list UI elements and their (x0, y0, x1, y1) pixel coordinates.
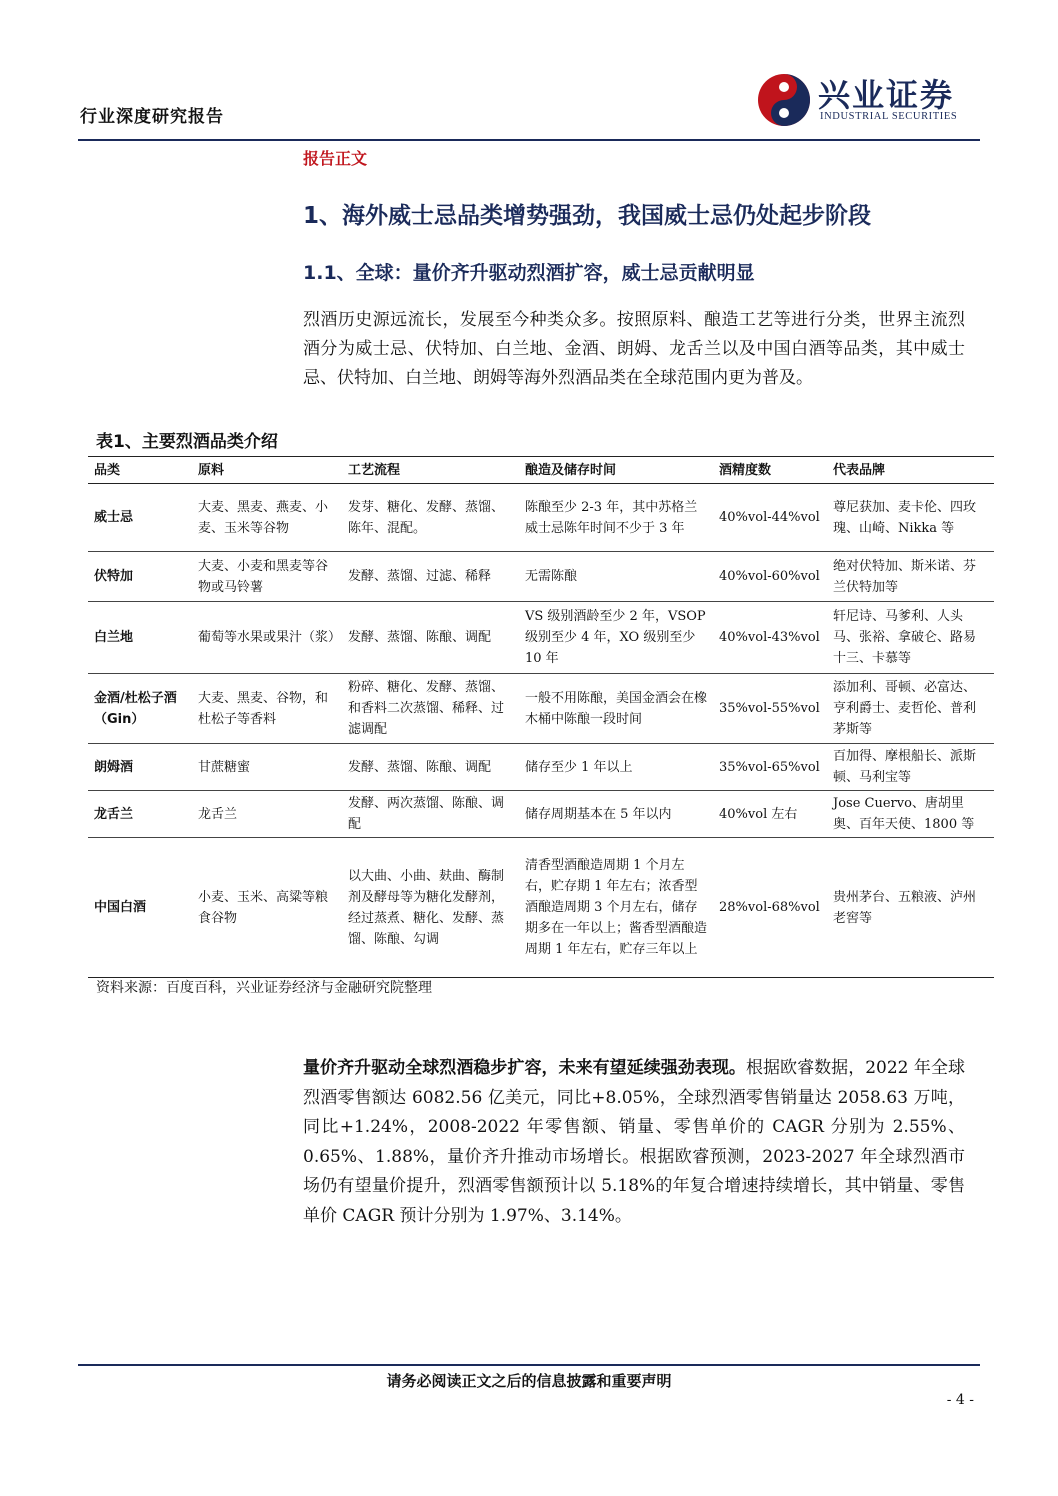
header-abv: 酒精度数 (713, 457, 827, 484)
cell-material: 大麦、黑麦、谷物，和杜松子等香料 (192, 674, 342, 744)
table-row (88, 744, 994, 791)
cell-material: 葡萄等水果或果汁（浆） (192, 602, 342, 674)
table-row (88, 674, 994, 744)
table-caption: 表1、主要烈酒品类介绍 (96, 432, 278, 452)
table-header-row (88, 457, 994, 484)
header-category: 品类 (88, 457, 192, 484)
cell-material: 大麦、黑麦、燕麦、小麦、玉米等谷物 (192, 484, 342, 552)
cell-process: 以大曲、小曲、麸曲、酶制剂及酵母等为糖化发酵剂，经过蒸煮、糖化、发酵、蒸馏、陈酿、勾调 (342, 838, 519, 978)
cell-aging: 储存周期基本在 5 年以内 (519, 791, 713, 838)
table-row (88, 838, 994, 978)
cell-aging: VS 级别酒龄至少 2 年，VSOP 级别至少 4 年，XO 级别至少 10 年 (519, 602, 713, 674)
cell-category: 龙舌兰 (88, 791, 192, 838)
table-row (88, 484, 994, 552)
header-process: 工艺流程 (342, 457, 519, 484)
company-logo (756, 70, 976, 130)
paragraph-lead: 量价齐升驱动全球烈酒稳步扩容，未来有望延续强劲表现。 (303, 1058, 746, 1078)
page-number: - 4 - (946, 1392, 974, 1408)
cell-material: 大麦、小麦和黑麦等谷物或马铃薯 (192, 552, 342, 602)
cell-category: 威士忌 (88, 484, 192, 552)
cell-brands: 贵州茅台、五粮液、泸州老窖等 (827, 838, 994, 978)
header-divider (78, 139, 980, 141)
header-brands: 代表品牌 (827, 457, 994, 484)
cell-brands: 绝对伏特加、斯米诺、芬兰伏特加等 (827, 552, 994, 602)
table-row (88, 552, 994, 602)
cell-process: 发酵、蒸馏、陈酿、调配 (342, 602, 519, 674)
cell-category: 中国白酒 (88, 838, 192, 978)
section-label: 报告正文 (303, 149, 368, 168)
cell-abv: 28%vol-68%vol (713, 838, 827, 978)
cell-category: 白兰地 (88, 602, 192, 674)
cell-aging: 无需陈酿 (519, 552, 713, 602)
footer-divider (78, 1364, 980, 1366)
cell-brands: 轩尼诗、马爹利、人头马、张裕、拿破仑、路易十三、卡慕等 (827, 602, 994, 674)
logo-mark-icon (756, 72, 812, 128)
logo-text-en: INDUSTRIAL SECURITIES (820, 111, 958, 122)
disclaimer-note: 请务必阅读正文之后的信息披露和重要声明 (386, 1372, 672, 1390)
cell-abv: 40%vol 左右 (713, 791, 827, 838)
table-row (88, 602, 994, 674)
cell-category: 朗姆酒 (88, 744, 192, 791)
cell-process: 发酵、蒸馏、陈酿、调配 (342, 744, 519, 791)
table-row (88, 791, 994, 838)
intro-paragraph: 烈酒历史源远流长，发展至今种类众多。按照原料、酿造工艺等进行分类，世界主流烈酒分为威士忌、伏特加、白兰地、金酒、朗姆、龙舌兰以及中国白酒等品类，其中威士忌、伏特加、白兰地、朗姆等海外烈酒品类在全球范围内更为普及。 (303, 310, 965, 388)
cell-material: 龙舌兰 (192, 791, 342, 838)
header-aging: 酿造及储存时间 (519, 457, 713, 484)
paragraph-body: 根据欧睿数据，2022 年全球烈酒零售额达 6082.56 亿美元，同比+8.05%，全球烈酒零售销量达 2058.63 万吨，同比+1.24%，2008-2022 年零售额、销量、零售单价的 CAGR 分别为 2.55%、0.65%、1.88%，量价齐升推动市场增长。根据欧睿预测，2023-2027 年全球烈酒市场仍有望量价提升，烈酒零售额预计以 5.18%的年复合增速持续增长，其中销量、零售单价 CAGR 预计分别为 1.97%、3.14%。 (303, 1058, 966, 1226)
cell-process: 发芽、糖化、发酵、蒸馏、陈年、混配。 (342, 484, 519, 552)
heading-2: 1.1、全球：量价齐升驱动烈酒扩容，威士忌贡献明显 (303, 262, 755, 284)
cell-abv: 35%vol-55%vol (713, 674, 827, 744)
cell-brands: 百加得、摩根船长、派斯顿、马利宝等 (827, 744, 994, 791)
cell-aging: 清香型酒酿造周期 1 个月左右，贮存期 1 年左右；浓香型酒酿造周期 3 个月左右，储存期多在一年以上；酱香型酒酿造周期 1 年左右，贮存三年以上 (519, 838, 713, 978)
heading-1: 1、海外威士忌品类增势强劲，我国威士忌仍处起步阶段 (303, 203, 872, 229)
report-type: 行业深度研究报告 (80, 107, 224, 127)
cell-abv: 40%vol-43%vol (713, 602, 827, 674)
cell-process: 发酵、两次蒸馏、陈酿、调配 (342, 791, 519, 838)
cell-abv: 40%vol-44%vol (713, 484, 827, 552)
cell-process: 发酵、蒸馏、过滤、稀释 (342, 552, 519, 602)
cell-category: 金酒/杜松子酒（Gin） (88, 674, 192, 744)
cell-brands: Jose Cuervo、唐胡里奥、百年天使、1800 等 (827, 791, 994, 838)
cell-aging: 一般不用陈酿，美国金酒会在橡木桶中陈酿一段时间 (519, 674, 713, 744)
spirits-table (88, 456, 994, 978)
cell-process: 粉碎、糖化、发酵、蒸馏、和香料二次蒸馏、稀释、过滤调配 (342, 674, 519, 744)
cell-aging: 储存至少 1 年以上 (519, 744, 713, 791)
body-paragraph (303, 1054, 965, 1231)
table-source: 资料来源：百度百科，兴业证券经济与金融研究院整理 (96, 980, 432, 996)
cell-material: 甘蔗糖蜜 (192, 744, 342, 791)
cell-aging: 陈酿至少 2-3 年，其中苏格兰威士忌陈年时间不少于 3 年 (519, 484, 713, 552)
logo-text-cn: 兴业证券 (818, 76, 955, 114)
cell-abv: 35%vol-65%vol (713, 744, 827, 791)
cell-category: 伏特加 (88, 552, 192, 602)
cell-brands: 尊尼获加、麦卡伦、四玫瑰、山崎、Nikka 等 (827, 484, 994, 552)
cell-brands: 添加利、哥顿、必富达、亨利爵士、麦哲伦、普利茅斯等 (827, 674, 994, 744)
cell-material: 小麦、玉米、高粱等粮食谷物 (192, 838, 342, 978)
header-material: 原料 (192, 457, 342, 484)
cell-abv: 40%vol-60%vol (713, 552, 827, 602)
